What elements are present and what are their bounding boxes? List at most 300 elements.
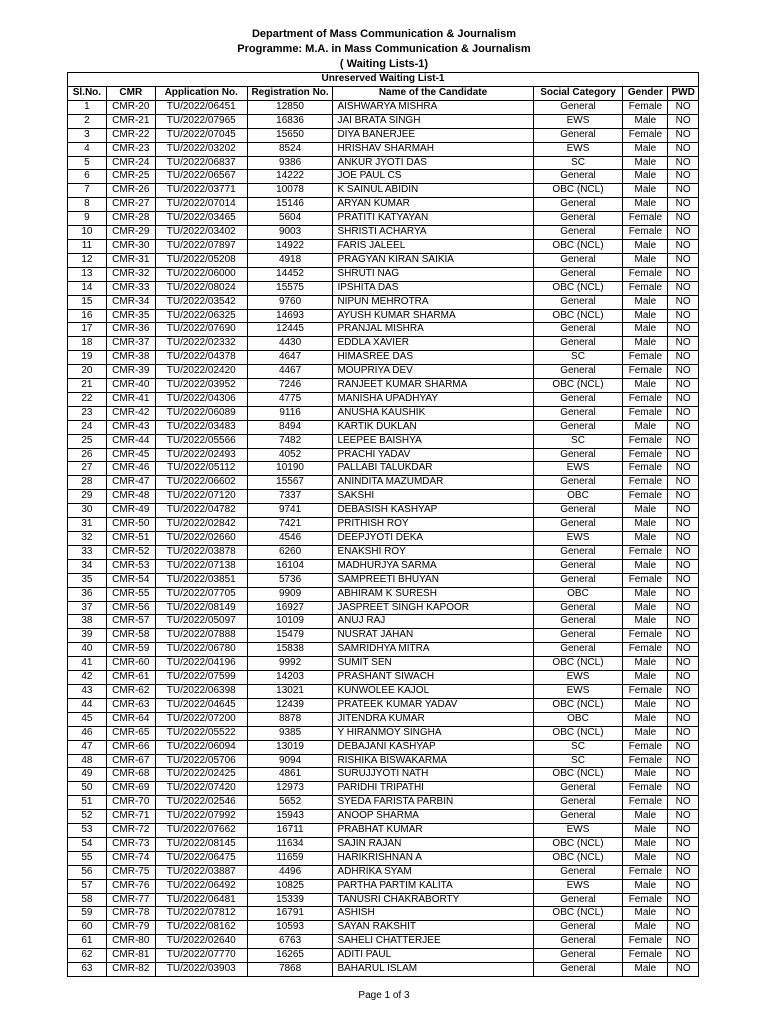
cell-pwd: NO — [668, 128, 699, 142]
table-row — [68, 253, 699, 267]
cell-registration-no: 10593 — [247, 921, 333, 935]
cell-registration-no: 4052 — [247, 448, 333, 462]
cell-cmr: CMR-82 — [106, 963, 155, 977]
cell-name: PRAGYAN KIRAN SAIKIA — [333, 253, 533, 267]
cell-registration-no: 11659 — [247, 851, 333, 865]
cell-application-no: TU/2022/05112 — [155, 462, 247, 476]
cell-slno: 30 — [68, 504, 107, 518]
cell-slno: 1 — [68, 100, 107, 114]
cell-pwd: NO — [668, 629, 699, 643]
cell-slno: 36 — [68, 587, 107, 601]
table-row — [68, 712, 699, 726]
cell-slno: 63 — [68, 963, 107, 977]
cell-slno: 13 — [68, 267, 107, 281]
table-row — [68, 184, 699, 198]
cell-cmr: CMR-76 — [106, 879, 155, 893]
cell-name: PARIDHI TRIPATHI — [333, 782, 533, 796]
cell-cmr: CMR-46 — [106, 462, 155, 476]
table-row — [68, 865, 699, 879]
cell-application-no: TU/2022/02640 — [155, 935, 247, 949]
cell-registration-no: 9909 — [247, 587, 333, 601]
cell-slno: 42 — [68, 671, 107, 685]
cell-pwd: NO — [668, 518, 699, 532]
cell-application-no: TU/2022/03202 — [155, 142, 247, 156]
cell-cmr: CMR-34 — [106, 295, 155, 309]
table-row — [68, 518, 699, 532]
cell-registration-no: 7868 — [247, 963, 333, 977]
cell-gender: Female — [623, 796, 668, 810]
cell-slno: 12 — [68, 253, 107, 267]
cell-gender: Male — [623, 837, 668, 851]
cell-social-category: SC — [533, 754, 623, 768]
cell-social-category: General — [533, 212, 623, 226]
cell-gender: Male — [623, 601, 668, 615]
cell-slno: 14 — [68, 281, 107, 295]
cell-application-no: TU/2022/06475 — [155, 851, 247, 865]
cell-gender: Male — [623, 114, 668, 128]
cell-cmr: CMR-55 — [106, 587, 155, 601]
cell-application-no: TU/2022/05208 — [155, 253, 247, 267]
cell-registration-no: 14222 — [247, 170, 333, 184]
cell-social-category: General — [533, 267, 623, 281]
cell-pwd: NO — [668, 476, 699, 490]
cell-name: JAI BRATA SINGH — [333, 114, 533, 128]
cell-pwd: NO — [668, 490, 699, 504]
cell-application-no: TU/2022/03887 — [155, 865, 247, 879]
cell-gender: Male — [623, 712, 668, 726]
cell-gender: Male — [623, 921, 668, 935]
cell-name: TANUSRI CHAKRABORTY — [333, 893, 533, 907]
cell-cmr: CMR-69 — [106, 782, 155, 796]
table-row — [68, 281, 699, 295]
cell-cmr: CMR-81 — [106, 949, 155, 963]
cell-application-no: TU/2022/02420 — [155, 365, 247, 379]
table-row — [68, 573, 699, 587]
cell-pwd: NO — [668, 532, 699, 546]
cell-registration-no: 16791 — [247, 907, 333, 921]
cell-registration-no: 9003 — [247, 226, 333, 240]
table-row — [68, 323, 699, 337]
table-row — [68, 156, 699, 170]
cell-slno: 44 — [68, 698, 107, 712]
cell-application-no: TU/2022/04645 — [155, 698, 247, 712]
programme-title: Programme: M.A. in Mass Communication & Journalism — [237, 43, 531, 55]
cell-cmr: CMR-61 — [106, 671, 155, 685]
table-row — [68, 601, 699, 615]
cell-application-no: TU/2022/06000 — [155, 267, 247, 281]
cell-name: FARIS JALEEL — [333, 239, 533, 253]
cell-slno: 43 — [68, 684, 107, 698]
cell-cmr: CMR-59 — [106, 643, 155, 657]
cell-cmr: CMR-70 — [106, 796, 155, 810]
table-row — [68, 671, 699, 685]
cell-cmr: CMR-72 — [106, 824, 155, 838]
cell-slno: 26 — [68, 448, 107, 462]
cell-application-no: TU/2022/07897 — [155, 239, 247, 253]
cell-slno: 8 — [68, 198, 107, 212]
cell-cmr: CMR-20 — [106, 100, 155, 114]
cell-registration-no: 15567 — [247, 476, 333, 490]
cell-gender: Male — [623, 824, 668, 838]
cell-pwd: NO — [668, 295, 699, 309]
table-row — [68, 170, 699, 184]
cell-pwd: NO — [668, 698, 699, 712]
cell-registration-no: 8878 — [247, 712, 333, 726]
cell-pwd: NO — [668, 601, 699, 615]
cell-cmr: CMR-52 — [106, 545, 155, 559]
cell-gender: Female — [623, 392, 668, 406]
cell-cmr: CMR-79 — [106, 921, 155, 935]
cell-gender: Male — [623, 559, 668, 573]
cell-gender: Male — [623, 907, 668, 921]
cell-gender: Female — [623, 100, 668, 114]
cell-social-category: General — [533, 295, 623, 309]
cell-pwd: NO — [668, 351, 699, 365]
cell-pwd: NO — [668, 504, 699, 518]
cell-pwd: NO — [668, 824, 699, 838]
cell-registration-no: 10109 — [247, 615, 333, 629]
cell-pwd: NO — [668, 448, 699, 462]
cell-gender: Female — [623, 573, 668, 587]
cell-name: MADHURJYA SARMA — [333, 559, 533, 573]
table-row — [68, 226, 699, 240]
cell-slno: 29 — [68, 490, 107, 504]
column-header-pwd: PWD — [668, 87, 699, 101]
cell-pwd: NO — [668, 963, 699, 977]
cell-name: SHRISTI ACHARYA — [333, 226, 533, 240]
cell-pwd: NO — [668, 267, 699, 281]
cell-name: SAMRIDHYA MITRA — [333, 643, 533, 657]
cell-pwd: NO — [668, 545, 699, 559]
cell-cmr: CMR-32 — [106, 267, 155, 281]
cell-slno: 18 — [68, 337, 107, 351]
cell-pwd: NO — [668, 198, 699, 212]
cell-application-no: TU/2022/02660 — [155, 532, 247, 546]
cell-registration-no: 10190 — [247, 462, 333, 476]
cell-name: SYEDA FARISTA PARBIN — [333, 796, 533, 810]
cell-gender: Male — [623, 532, 668, 546]
cell-social-category: SC — [533, 156, 623, 170]
cell-social-category: General — [533, 128, 623, 142]
cell-gender: Female — [623, 545, 668, 559]
cell-slno: 53 — [68, 824, 107, 838]
cell-application-no: TU/2022/07200 — [155, 712, 247, 726]
document-header — [0, 27, 768, 72]
cell-name: PALLABI TALUKDAR — [333, 462, 533, 476]
table-row — [68, 198, 699, 212]
table-row — [68, 545, 699, 559]
cell-social-category: General — [533, 198, 623, 212]
cell-registration-no: 9385 — [247, 726, 333, 740]
cell-pwd: NO — [668, 810, 699, 824]
cell-slno: 39 — [68, 629, 107, 643]
cell-application-no: TU/2022/06451 — [155, 100, 247, 114]
cell-application-no: TU/2022/05097 — [155, 615, 247, 629]
cell-application-no: TU/2022/07770 — [155, 949, 247, 963]
cell-slno: 57 — [68, 879, 107, 893]
cell-pwd: NO — [668, 239, 699, 253]
table-row — [68, 963, 699, 977]
cell-registration-no: 14693 — [247, 309, 333, 323]
cell-slno: 49 — [68, 768, 107, 782]
cell-gender: Male — [623, 420, 668, 434]
table-row — [68, 587, 699, 601]
cell-cmr: CMR-25 — [106, 170, 155, 184]
cell-name: JASPREET SINGH KAPOOR — [333, 601, 533, 615]
cell-slno: 38 — [68, 615, 107, 629]
cell-slno: 20 — [68, 365, 107, 379]
cell-gender: Male — [623, 504, 668, 518]
column-header-name: Name of the Candidate — [333, 87, 533, 101]
cell-gender: Male — [623, 142, 668, 156]
cell-name: LEEPEE BAISHYA — [333, 434, 533, 448]
table-row — [68, 504, 699, 518]
cell-gender: Female — [623, 434, 668, 448]
cell-pwd: NO — [668, 100, 699, 114]
table-row — [68, 824, 699, 838]
column-header-application-no: Application No. — [155, 87, 247, 101]
cell-slno: 9 — [68, 212, 107, 226]
cell-cmr: CMR-37 — [106, 337, 155, 351]
cell-cmr: CMR-53 — [106, 559, 155, 573]
cell-social-category: General — [533, 810, 623, 824]
cell-gender: Female — [623, 629, 668, 643]
cell-registration-no: 9760 — [247, 295, 333, 309]
cell-social-category: General — [533, 935, 623, 949]
cell-name: SURUJJYOTI NATH — [333, 768, 533, 782]
cell-name: ADITI PAUL — [333, 949, 533, 963]
table-row — [68, 907, 699, 921]
cell-slno: 59 — [68, 907, 107, 921]
cell-name: DEBAJANI KASHYAP — [333, 740, 533, 754]
cell-name: K SAINUL ABIDIN — [333, 184, 533, 198]
cell-social-category: General — [533, 643, 623, 657]
cell-cmr: CMR-63 — [106, 698, 155, 712]
cell-name: IPSHITA DAS — [333, 281, 533, 295]
cell-cmr: CMR-75 — [106, 865, 155, 879]
table-row — [68, 615, 699, 629]
cell-registration-no: 9992 — [247, 657, 333, 671]
cell-gender: Female — [623, 462, 668, 476]
cell-social-category: OBC (NCL) — [533, 239, 623, 253]
cell-pwd: NO — [668, 323, 699, 337]
cell-social-category: General — [533, 865, 623, 879]
cell-cmr: CMR-35 — [106, 309, 155, 323]
cell-registration-no: 4430 — [247, 337, 333, 351]
cell-registration-no: 15575 — [247, 281, 333, 295]
cell-social-category: General — [533, 420, 623, 434]
cell-social-category: SC — [533, 740, 623, 754]
cell-name: ARYAN KUMAR — [333, 198, 533, 212]
cell-registration-no: 7482 — [247, 434, 333, 448]
table-row — [68, 532, 699, 546]
cell-name: ANUSHA KAUSHIK — [333, 406, 533, 420]
table-row — [68, 949, 699, 963]
cell-gender: Male — [623, 337, 668, 351]
cell-registration-no: 6763 — [247, 935, 333, 949]
cell-application-no: TU/2022/05706 — [155, 754, 247, 768]
cell-gender: Male — [623, 768, 668, 782]
cell-social-category: EWS — [533, 142, 623, 156]
cell-name: RANJEET KUMAR SHARMA — [333, 379, 533, 393]
cell-name: PRANJAL MISHRA — [333, 323, 533, 337]
cell-application-no: TU/2022/02332 — [155, 337, 247, 351]
cell-pwd: NO — [668, 406, 699, 420]
cell-application-no: TU/2022/03402 — [155, 226, 247, 240]
table-row — [68, 420, 699, 434]
cell-application-no: TU/2022/05522 — [155, 726, 247, 740]
cell-pwd: NO — [668, 337, 699, 351]
cell-pwd: NO — [668, 643, 699, 657]
cell-slno: 3 — [68, 128, 107, 142]
cell-name: NIPUN MEHROTRA — [333, 295, 533, 309]
cell-pwd: NO — [668, 726, 699, 740]
page-number: Page 1 of 3 — [358, 990, 410, 1001]
cell-cmr: CMR-21 — [106, 114, 155, 128]
cell-gender: Male — [623, 170, 668, 184]
cell-social-category: OBC (NCL) — [533, 281, 623, 295]
cell-name: ANOOP SHARMA — [333, 810, 533, 824]
cell-gender: Female — [623, 684, 668, 698]
cell-slno: 11 — [68, 239, 107, 253]
cell-cmr: CMR-48 — [106, 490, 155, 504]
cell-pwd: NO — [668, 893, 699, 907]
cell-application-no: TU/2022/07420 — [155, 782, 247, 796]
cell-application-no: TU/2022/03542 — [155, 295, 247, 309]
cell-slno: 51 — [68, 796, 107, 810]
cell-pwd: NO — [668, 657, 699, 671]
cell-pwd: NO — [668, 253, 699, 267]
cell-name: Y HIRANMOY SINGHA — [333, 726, 533, 740]
cell-registration-no: 15479 — [247, 629, 333, 643]
cell-application-no: TU/2022/07992 — [155, 810, 247, 824]
cell-application-no: TU/2022/07120 — [155, 490, 247, 504]
cell-gender: Male — [623, 239, 668, 253]
cell-registration-no: 5652 — [247, 796, 333, 810]
cell-registration-no: 9116 — [247, 406, 333, 420]
table-row — [68, 559, 699, 573]
table-row — [68, 490, 699, 504]
cell-gender: Male — [623, 295, 668, 309]
cell-application-no: TU/2022/07965 — [155, 114, 247, 128]
table-row — [68, 726, 699, 740]
cell-pwd: NO — [668, 462, 699, 476]
cell-name: SAKSHI — [333, 490, 533, 504]
cell-pwd: NO — [668, 782, 699, 796]
cell-pwd: NO — [668, 434, 699, 448]
department-title: Department of Mass Communication & Journalism — [251, 28, 517, 40]
cell-application-no: TU/2022/06780 — [155, 643, 247, 657]
cell-registration-no: 10078 — [247, 184, 333, 198]
cell-slno: 45 — [68, 712, 107, 726]
cell-application-no: TU/2022/03851 — [155, 573, 247, 587]
cell-cmr: CMR-43 — [106, 420, 155, 434]
cell-social-category: OBC (NCL) — [533, 726, 623, 740]
cell-name: SAHELI CHATTERJEE — [333, 935, 533, 949]
cell-application-no: TU/2022/04196 — [155, 657, 247, 671]
cell-cmr: CMR-68 — [106, 768, 155, 782]
cell-social-category: General — [533, 406, 623, 420]
cell-cmr: CMR-31 — [106, 253, 155, 267]
cell-slno: 19 — [68, 351, 107, 365]
cell-social-category: EWS — [533, 532, 623, 546]
cell-application-no: TU/2022/06398 — [155, 684, 247, 698]
cell-slno: 17 — [68, 323, 107, 337]
cell-name: ANUJ RAJ — [333, 615, 533, 629]
cell-cmr: CMR-58 — [106, 629, 155, 643]
cell-social-category: OBC (NCL) — [533, 309, 623, 323]
cell-registration-no: 11634 — [247, 837, 333, 851]
column-header-social-category: Social Category — [533, 87, 623, 101]
cell-registration-no: 4546 — [247, 532, 333, 546]
cell-application-no: TU/2022/07045 — [155, 128, 247, 142]
cell-application-no: TU/2022/08145 — [155, 837, 247, 851]
cell-slno: 50 — [68, 782, 107, 796]
cell-cmr: CMR-74 — [106, 851, 155, 865]
cell-pwd: NO — [668, 837, 699, 851]
cell-cmr: CMR-30 — [106, 239, 155, 253]
cell-application-no: TU/2022/07138 — [155, 559, 247, 573]
cell-name: DEBASISH KASHYAP — [333, 504, 533, 518]
cell-cmr: CMR-65 — [106, 726, 155, 740]
table-row — [68, 434, 699, 448]
table-row — [68, 782, 699, 796]
table-row — [68, 212, 699, 226]
cell-slno: 32 — [68, 532, 107, 546]
cell-gender: Male — [623, 726, 668, 740]
cell-pwd: NO — [668, 684, 699, 698]
cell-name: ENAKSHI ROY — [333, 545, 533, 559]
cell-registration-no: 12445 — [247, 323, 333, 337]
table-row — [68, 239, 699, 253]
cell-gender: Female — [623, 226, 668, 240]
cell-gender: Male — [623, 184, 668, 198]
cell-cmr: CMR-29 — [106, 226, 155, 240]
table-title: Unreserved Waiting List-1 — [68, 73, 699, 87]
cell-application-no: TU/2022/02493 — [155, 448, 247, 462]
cell-application-no: TU/2022/03878 — [155, 545, 247, 559]
cell-pwd: NO — [668, 865, 699, 879]
cell-application-no: TU/2022/06602 — [155, 476, 247, 490]
cell-cmr: CMR-45 — [106, 448, 155, 462]
cell-cmr: CMR-78 — [106, 907, 155, 921]
waiting-list-table — [67, 72, 699, 977]
cell-slno: 41 — [68, 657, 107, 671]
cell-registration-no: 15650 — [247, 128, 333, 142]
cell-gender: Male — [623, 810, 668, 824]
table-row — [68, 379, 699, 393]
table-row — [68, 142, 699, 156]
cell-slno: 58 — [68, 893, 107, 907]
cell-social-category: General — [533, 573, 623, 587]
cell-cmr: CMR-60 — [106, 657, 155, 671]
cell-slno: 47 — [68, 740, 107, 754]
cell-social-category: OBC (NCL) — [533, 907, 623, 921]
cell-registration-no: 9386 — [247, 156, 333, 170]
cell-registration-no: 12439 — [247, 698, 333, 712]
cell-social-category: General — [533, 545, 623, 559]
cell-slno: 60 — [68, 921, 107, 935]
cell-application-no: TU/2022/03903 — [155, 963, 247, 977]
cell-name: PRABHAT KUMAR — [333, 824, 533, 838]
cell-registration-no: 9741 — [247, 504, 333, 518]
cell-social-category: General — [533, 559, 623, 573]
cell-cmr: CMR-57 — [106, 615, 155, 629]
cell-application-no: TU/2022/06325 — [155, 309, 247, 323]
table-row — [68, 392, 699, 406]
cell-slno: 7 — [68, 184, 107, 198]
table-row — [68, 100, 699, 114]
